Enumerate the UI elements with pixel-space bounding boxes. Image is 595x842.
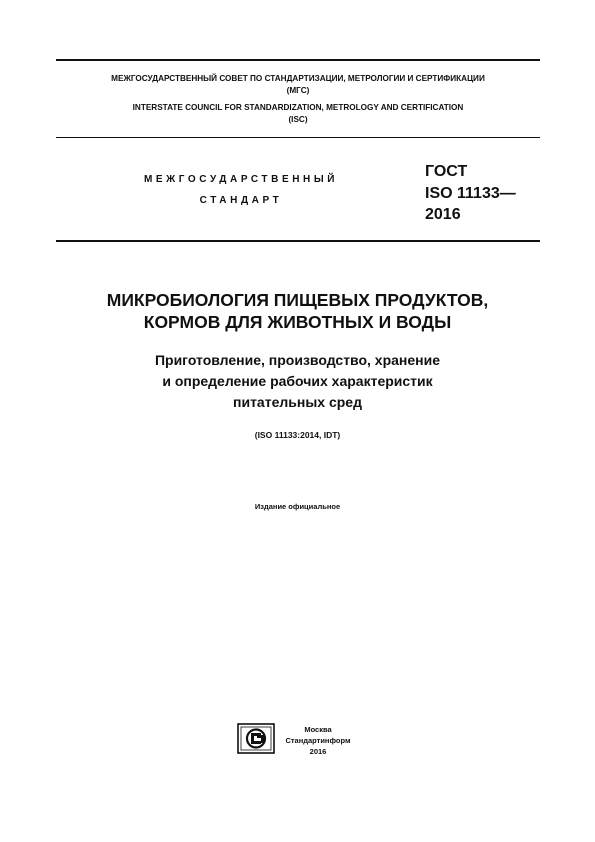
council-name-en: INTERSTATE COUNCIL FOR STANDARDIZATION, METROLOGY AND CERTIFICATION	[132, 103, 464, 112]
standartinform-logo-icon	[237, 723, 275, 754]
publisher-name: Стандартинформ	[285, 736, 351, 745]
publisher-city: Москва	[304, 725, 332, 734]
iso-reference: (ISO 11133:2014, IDT)	[254, 430, 341, 440]
designation-line-1: ГОСТ	[425, 163, 468, 180]
document-subtitle-line-1: Приготовление, производство, хранение	[154, 352, 441, 368]
council-abbr-ru: (МГС)	[286, 86, 310, 95]
middle-rule	[56, 137, 540, 138]
top-rule	[56, 59, 540, 61]
bottom-rule	[56, 240, 540, 242]
document-title-line-2: КОРМОВ ДЛЯ ЖИВОТНЫХ И ВОДЫ	[143, 312, 452, 332]
publisher-year: 2016	[309, 747, 327, 756]
council-abbr-en: (ISC)	[288, 115, 308, 124]
council-name-ru: МЕЖГОСУДАРСТВЕННЫЙ СОВЕТ ПО СТАНДАРТИЗАЦИИ, МЕТРОЛОГИИ И СЕРТИФИКАЦИИ	[111, 74, 485, 83]
designation-line-2: ISO 11133—	[425, 185, 516, 202]
standard-type-line-1: МЕЖГОСУДАРСТВЕННЫЙ	[143, 174, 339, 185]
document-subtitle-line-2: и определение рабочих характеристик	[162, 373, 433, 389]
document-subtitle-line-3: питательных сред	[233, 394, 362, 410]
standard-type-line-2: СТАНДАРТ	[199, 195, 283, 206]
document-title-line-1: МИКРОБИОЛОГИЯ ПИЩЕВЫХ ПРОДУКТОВ,	[106, 290, 489, 310]
designation-line-3: 2016	[425, 206, 461, 223]
edition-label: Издание официальное	[254, 502, 341, 511]
